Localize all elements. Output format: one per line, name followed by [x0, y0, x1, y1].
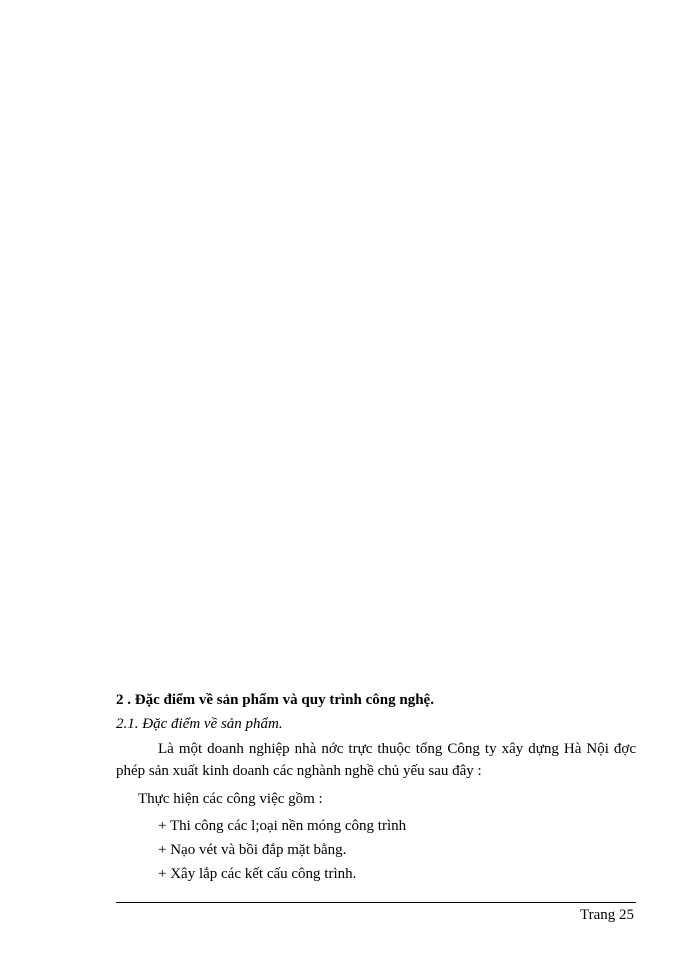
list-item: + Thi công các l;oại nền móng công trình — [158, 818, 407, 834]
page-content — [116, 690, 636, 886]
list-item: + Nạo vét và bồi đắp mặt bằng. — [158, 842, 347, 858]
work-list — [116, 814, 636, 886]
body-paragraph: Là một doanh nghiệp nhà nớc trực thuộc tổng Công ty xây dựng Hà Nội đợc phép sản xuất kinh doanh các nghành nghề chủ yếu sau đây : — [116, 741, 636, 779]
subsection-heading: 2.1. Đặc điểm về sản phẩm. — [116, 716, 283, 732]
list-item: + Xây lắp các kết cấu công trình. — [158, 866, 357, 882]
list-intro: Thực hiện các công việc gồm : — [138, 791, 323, 807]
section-heading: 2 . Đặc điểm về sản phẩm và quy trình công nghệ. — [116, 692, 434, 708]
page-number: Trang 25 — [579, 907, 634, 923]
footer-divider — [116, 902, 636, 903]
